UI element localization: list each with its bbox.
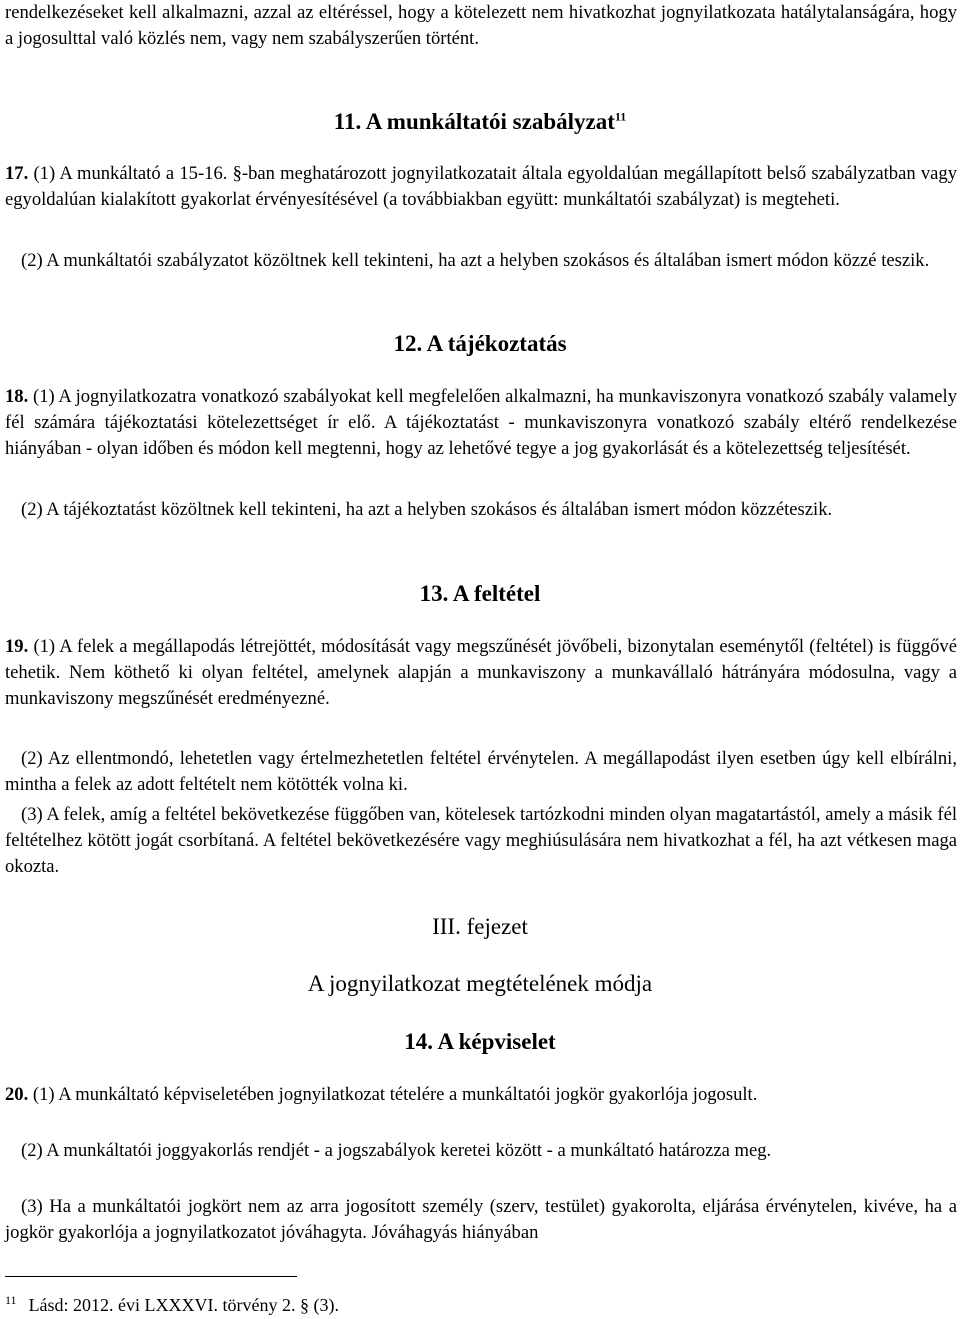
heading-14: 14. A képviselet — [404, 1029, 556, 1054]
section-17-paragraph-1 — [5, 161, 957, 213]
section-19-text-1: (1) A felek a megállapodás létrejöttét, módosítását vagy megszűnését jövőbeli, bizonytalan eseménytől (feltétel) is függővé tehetik. Nem köthető ki olyan feltétel, amelynek alapján a munkaviszony a munkavállaló hátrányára módosulna, vagy a munkaviszony megszűnését eredményezné. — [5, 636, 957, 709]
section-20-number: 20. — [5, 1084, 29, 1105]
section-18-number: 18. — [5, 386, 29, 407]
section-18-paragraph-2: (2) A tájékoztatást közöltnek kell tekinteni, ha azt a helyben szokásos és általában ismert módon közzéteszik. — [21, 499, 833, 520]
footnote-text: Lásd: 2012. évi LXXXVI. törvény 2. § (3). — [28, 1295, 340, 1315]
section-19-paragraph-2: (2) Az ellentmondó, lehetetlen vagy értelmezhetetlen feltétel érvénytelen. A megállapodást ilyen esetben úgy kell elbírálni, mintha a felek az adott feltételt nem kötötték volna ki. — [5, 748, 957, 795]
footnote-number: 11 — [5, 1293, 17, 1307]
heading-11 — [0, 105, 960, 139]
chapter-title: III. fejezet — [432, 914, 528, 939]
section-20-paragraph-3: (3) Ha a munkáltatói jogkört nem az arra jogosított személy (szerv, testület) gyakorolta, eljárása érvénytelen, kivéve, ha a jogkör gyakorlója a jognyilatkozatot jóváhagyta. Jóváhagyás hiányában — [5, 1196, 957, 1243]
section-18-text-1: (1) A jognyilatkozatra vonatkozó szabályokat kell megfelelően alkalmazni, ha munkaviszonyra vonatkozó szabály valamely fél számára tájékoztatási kötelezettséget ír elő. A tájékoztatást - munkaviszonyra vonatkozó szabály eltérő rendelkezése hiányában - olyan időben és módon kell megtenni, hogy az lehetővé tegye a jog gyakorlását és a kötelezettség teljesítését. — [5, 386, 957, 459]
heading-11-title: 11. A munkáltatói szabályzat — [333, 109, 615, 134]
top-paragraph: rendelkezéseket kell alkalmazni, azzal az eltéréssel, hogy a kötelezett nem hivatkozhat jognyilatkozata hatálytalanságára, hogy a jogosulttal való közlés nem, vagy nem szabályszerűen történt. — [5, 2, 957, 49]
section-19-paragraph-1 — [5, 634, 957, 712]
footnote-divider — [5, 1276, 297, 1277]
section-19-paragraph-3: (3) A felek, amíg a feltétel bekövetkezése függőben van, kötelesek tartózkodni minden olyan magatartástól, amely a másik fél feltételhez kötött jogát csorbítaná. A feltétel bekövetkezésére vagy meghiúsulására nem hivatkozhat a fél, ha azt vétkesen maga okozta. — [5, 804, 957, 877]
section-17-number: 17. — [5, 163, 29, 184]
section-18-paragraph-1 — [5, 384, 957, 462]
chapter-subtitle: A jognyilatkozat megtételének módja — [307, 971, 653, 996]
section-20-paragraph-2: (2) A munkáltatói joggyakorlás rendjét - a jogszabályok keretei között - a munkáltató határozza meg. — [21, 1140, 772, 1161]
section-20-text-1: (1) A munkáltató képviseletében jognyilatkozat tételére a munkáltatói jogkör gyakorlója jogosult. — [28, 1084, 758, 1105]
section-17-paragraph-2: (2) A munkáltatói szabályzatot közöltnek kell tekinteni, ha azt a helyben szokásos és általában ismert módon közzé teszik. — [21, 250, 930, 271]
footnote-ref-11: 11 — [614, 109, 627, 124]
footnote — [5, 1288, 339, 1317]
section-19-number: 19. — [5, 636, 29, 657]
section-17-text-1: (1) A munkáltató a 15-16. §-ban meghatározott jognyilatkozatait általa egyoldalúan megállapított belső szabályzatban vagy egyoldalúan kialakított gyakorlat érvényesítésével (a továbbiakban együtt: munkáltatói szabályzat) is megteheti. — [5, 163, 957, 210]
section-20-paragraph-1 — [5, 1082, 957, 1108]
heading-12: 12. A tájékoztatás — [393, 331, 567, 356]
heading-13: 13. A feltétel — [419, 581, 541, 606]
